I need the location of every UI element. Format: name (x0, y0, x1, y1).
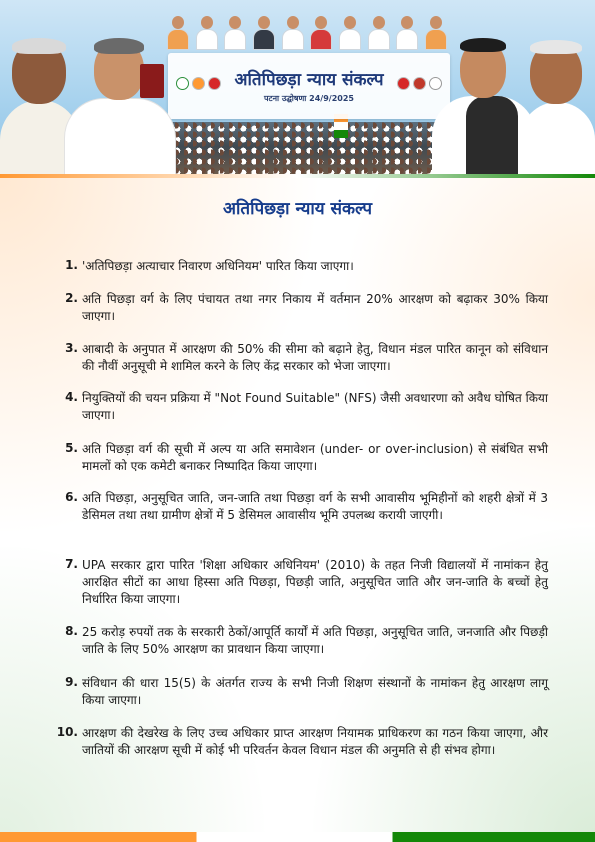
item-text: 25 करोड़ रुपयों तक के सरकारी ठेकों/आपूर्ति कार्यों में अति पिछड़ा, अनुसूचित जाति, जनजाति और पिछड़ी जाति के लिए 50% आरक्षण का प्रावधान किया जाएगा। (82, 625, 548, 656)
item-number: 8. (65, 624, 78, 638)
document-heading: अतिपिछड़ा न्याय संकल्प (222, 199, 373, 219)
item-text: संविधान की धारा 15(5) के अंतर्गत राज्य के सभी निजी शिक्षण संस्थानों के नामांकन हेतु आरक्षण लागू किया जाएगा। (82, 676, 548, 707)
item-text: 'अतिपिछड़ा अत्याचार निवारण अधिनियम' पारित किया जाएगा। (82, 259, 354, 273)
item-number: 1. (65, 258, 78, 272)
item-text: अति पिछड़ा वर्ग के लिए पंचायत तथा नगर निकाय में वर्तमान 20% आरक्षण को बढ़ाकर 30% किया जाएगा। (82, 292, 548, 323)
item-text: नियुक्तियों की चयन प्रक्रिया में "Not Found Suitable" (NFS) जैसी अवधारणा को अवैध घोषित किया जाएगा। (82, 391, 548, 422)
tricolor-footer-band (0, 832, 595, 842)
item-number: 10. (56, 725, 78, 739)
item-text: अति पिछड़ा वर्ग की सूची में अल्प या अति समावेशन (under- or over-inclusion) से संबंधित सभी मामलों को एक कमेटी बनाकर निष्पादित किया जाएगा। (82, 442, 548, 473)
banner-subtitle: पटना उद्घोषणा 24/9/2025 (264, 94, 354, 103)
item-number: 3. (65, 341, 78, 355)
item-text: UPA सरकार द्वारा पारित 'शिक्षा अधिकार अधिनियम' (2010) के तहत निजी विद्यालयों में नामांकन हेतु आरक्षित सीटों का आधा हिस्सा अति पिछड़ा, पिछड़ी जाति, अनुसूचित जाति और जन-जाति के बच्चों हेतु निर्धारित किया जाएगा। (82, 558, 548, 606)
item-text: आबादी के अनुपात में आरक्षण की 50% की सीमा को बढ़ाने हेतु, विधान मंडल पारित कानून को संविधान की नौवीं अनुसूची मे शामिल करने के लिए केंद्र सरकार को भेजा जाएगा। (82, 342, 548, 373)
item-text: अति पिछड़ा, अनुसूचित जाति, जन-जाति तथा पिछड़ा वर्ग के सभी आवासीय भूमिहीनों को शहरी क्षेत्रों में 3 डेसिमल तथा तथा ग्रामीण क्षेत्रों में 5 डेसिमल आवासीय भूमि उपलब्ध करायी जाएगी। (82, 491, 548, 522)
banner-title: अतिपिछड़ा न्याय संकल्प (234, 70, 384, 90)
item-number: 4. (65, 390, 78, 404)
item-number: 9. (65, 675, 78, 689)
item-number: 2. (65, 291, 78, 305)
item-text: आरक्षण की देखरेख के लिए उच्च अधिकार प्राप्त आरक्षण नियामक प्राधिकरण का गठन किया जाएगा, और जातियों की आरक्षण सूची में कोई भी परिवर्तन केवल विधान मंडल की अनुमति से ही संभव होगा। (82, 726, 548, 757)
item-number: 6. (65, 490, 78, 504)
item-number: 5. (65, 441, 78, 455)
item-number: 7. (65, 557, 78, 571)
